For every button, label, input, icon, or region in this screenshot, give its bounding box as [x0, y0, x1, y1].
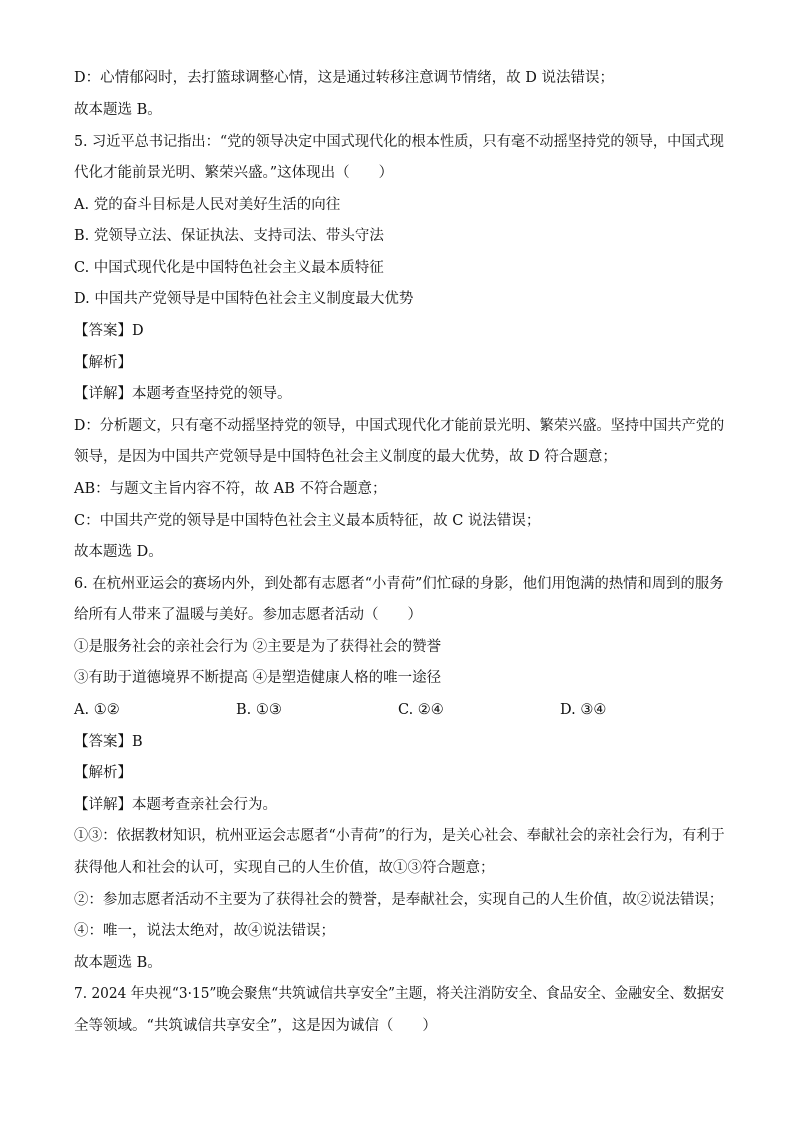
text-line: ①③：依据教材知识，杭州亚运会志愿者“小青荷”的行为，是关心社会、奉献社会的亲社会行为，有利于	[74, 828, 725, 844]
question-5-option-d: D. 中国共产党领导是中国特色社会主义制度最大优势	[74, 291, 414, 307]
question-6-option-c: C. ②④	[398, 702, 444, 718]
text-line: 领导，是因为中国共产党领导是中国特色社会主义制度的最大优势，故 D 符合题意；	[74, 449, 617, 465]
question-6-option-d: D. ③④	[560, 702, 607, 718]
text-line: 故本题选 B。	[74, 955, 162, 971]
question-6-stem: 6. 在杭州亚运会的赛场内外，到处都有志愿者“小青荷”们忙碌的身影，他们用饱满的热情和周到的服务	[74, 576, 724, 592]
text-line: ②：参加志愿者活动不主要为了获得社会的赞誉，是奉献社会，实现自己的人生价值，故②说法错误；	[74, 892, 724, 908]
text-line: C：中国共产党的领导是中国特色社会主义最本质特征，故 C 说法错误；	[74, 513, 541, 529]
analysis-label: 【解析】	[74, 355, 132, 371]
text-line: D：分析题文，只有毫不动摇坚持党的领导，中国式现代化才能前景光明、繁荣兴盛。坚持中国共产党的	[74, 418, 725, 434]
answer-label: 【答案】B	[74, 734, 143, 750]
text-line: 故本题选 B。	[74, 102, 162, 118]
analysis-label: 【解析】	[74, 765, 132, 781]
question-6-statements: ①是服务社会的亲社会行为 ②主要是为了获得社会的赞誉	[74, 639, 442, 655]
text-line: ④：唯一，说法太绝对，故④说法错误；	[74, 923, 335, 939]
question-5-stem: 代化才能前景光明、繁荣兴盛。”这体现出（ ）	[74, 165, 394, 181]
question-6-option-a: A. ①②	[74, 702, 120, 718]
question-6-option-b: B. ①③	[236, 702, 282, 718]
question-7-stem: 7. 2024 年央视“3·15”晚会聚焦“共筑诚信共享安全”主题，将关注消防安全、食品安全、金融安全、数据安	[74, 986, 725, 1002]
answer-label: 【答案】D	[74, 323, 144, 339]
text-line: D：心情郁闷时，去打篮球调整心情，这是通过转移注意调节情绪，故 D 说法错误；	[74, 70, 614, 86]
text-line: 获得他人和社会的认可，实现自己的人生价值，故①③符合题意；	[74, 860, 495, 876]
question-7-stem: 全等领域。“共筑诚信共享安全”，这是因为诚信（ ）	[74, 1018, 437, 1034]
detail-label: 【详解】本题考查亲社会行为。	[74, 797, 277, 813]
question-5-option-a: A. 党的奋斗目标是人民对美好生活的向往	[74, 197, 341, 213]
question-5-option-b: B. 党领导立法、保证执法、支持司法、带头守法	[74, 228, 384, 244]
question-5-option-c: C. 中国式现代化是中国特色社会主义最本质特征	[74, 260, 384, 276]
question-5-stem: 5. 习近平总书记指出：“党的领导决定中国式现代化的根本性质，只有毫不动摇坚持党的领导，中国式现	[74, 134, 724, 150]
text-line: 故本题选 D。	[74, 544, 163, 560]
question-6-statements: ③有助于道德境界不断提高 ④是塑造健康人格的唯一途径	[74, 670, 442, 686]
question-6-stem: 给所有人带来了温暖与美好。参加志愿者活动（ ）	[74, 607, 422, 623]
detail-label: 【详解】本题考查坚持党的领导。	[74, 386, 292, 402]
text-line: AB：与题文主旨内容不符，故 AB 不符合题意；	[74, 481, 387, 497]
